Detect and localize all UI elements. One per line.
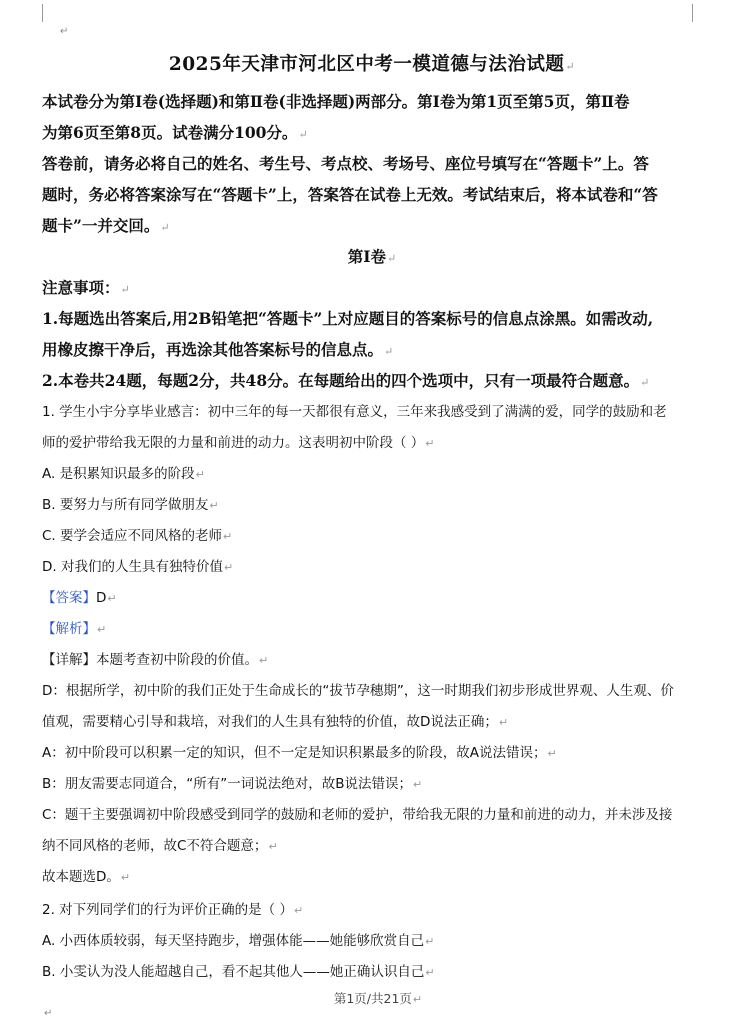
question-1-option-c: C. 要学会适应不同风格的老师↵ (42, 528, 233, 544)
question-2-stem: 2. 对下列同学们的行为评价正确的是（ ）↵ (42, 902, 304, 918)
crop-mark-top-right (692, 4, 693, 22)
question-2-option-a: A. 小西体质较弱，每天坚持跑步，增强体能——她能够欣赏自己↵ (42, 933, 435, 949)
answer-tag: 【答案】 (42, 590, 96, 606)
paragraph-mark: ↵ (44, 1008, 53, 1019)
conclusion-line: 故本题选D。↵ (42, 869, 131, 885)
question-1-option-b: B. 要努力与所有同学做朋友↵ (42, 497, 219, 513)
question-1-option-a: A. 是积累知识最多的阶段↵ (42, 466, 205, 482)
explanation-line: C：题干主要强调初中阶段感受到同学的鼓励和老师的爱护，带给我无限的力量和前进的动力，并未涉及接 (42, 807, 673, 823)
intro-line: 答卷前，请务必将自己的姓名、考生号、考点校、考场号、座位号填写在“答题卡”上。答 (42, 154, 649, 173)
page-title: 2025年天津市河北区中考一模道德与法治试题↵ (168, 54, 576, 75)
notice-line: 用橡皮擦干净后，再选涂其他答案标号的信息点。↵ (42, 340, 394, 359)
detail-tag: 【详解】 (42, 652, 96, 668)
explanation-line: B：朋友需要志同道合，“所有”一词说法绝对，故B说法错误；↵ (42, 776, 423, 792)
answer-value: D (96, 590, 107, 606)
intro-line: 本试卷分为第Ⅰ卷(选择题)和第Ⅱ卷(非选择题)两部分。第Ⅰ卷为第1页至第5页，第Ⅱ卷 (42, 92, 630, 111)
question-2-option-b: B. 小雯认为没人能超越自己，看不起其他人——她正确认识自己↵ (42, 964, 435, 980)
explanation-line: A：初中阶段可以积累一定的知识，但不一定是知识积累最多的阶段，故A说法错误；↵ (42, 745, 557, 761)
question-1-stem: 师的爱护带给我无限的力量和前进的动力。这表明初中阶段（ ）↵ (42, 435, 435, 451)
section-title: 第Ⅰ卷↵ (347, 247, 397, 266)
notice-line: 1.每题选出答案后,用2B铅笔把“答题卡”上对应题目的答案标号的信息点涂黑。如需改动, (42, 309, 654, 328)
detail-line: 【详解】本题考查初中阶段的价值。↵ (42, 652, 269, 668)
explanation-line: 纳不同风格的老师，故C不符合题意；↵ (42, 838, 278, 854)
intro-line: 题卡”一并交回。↵ (42, 216, 170, 235)
notice-line: 2.本卷共24题，每题2分，共48分。在每题给出的四个选项中，只有一项最符合题意。↵ (42, 371, 650, 390)
question-1-stem: 1. 学生小宇分享毕业感言：初中三年的每一天都很有意义，三年来我感受到了满满的爱，同学的鼓励和老 (42, 404, 667, 420)
analysis-tag: 【解析】 (42, 621, 96, 637)
crop-mark-top-left (42, 4, 43, 22)
intro-line: 为第6页至第8页。试卷满分100分。↵ (42, 123, 308, 142)
analysis-line: 【解析】↵ (42, 621, 107, 637)
explanation-line: D：根据所学，初中阶的我们正处于生命成长的“拔节孕穗期”，这一时期我们初步形成世界观、人生观、价 (42, 683, 674, 699)
question-1-option-d: D. 对我们的人生具有独特价值↵ (42, 559, 234, 575)
paragraph-mark: ↵ (60, 26, 69, 37)
intro-line: 题时，务必将答案涂写在“答题卡”上，答案答在试卷上无效。考试结束后，将本试卷和“答 (42, 185, 658, 204)
explanation-line: 值观，需要精心引导和栽培，对我们的人生具有独特的价值，故D说法正确；↵ (42, 714, 509, 730)
answer-line: 【答案】D↵ (42, 590, 117, 606)
notice-title: 注意事项：↵ (42, 278, 130, 297)
page-footer: 第1页/共21页↵ (333, 991, 423, 1006)
